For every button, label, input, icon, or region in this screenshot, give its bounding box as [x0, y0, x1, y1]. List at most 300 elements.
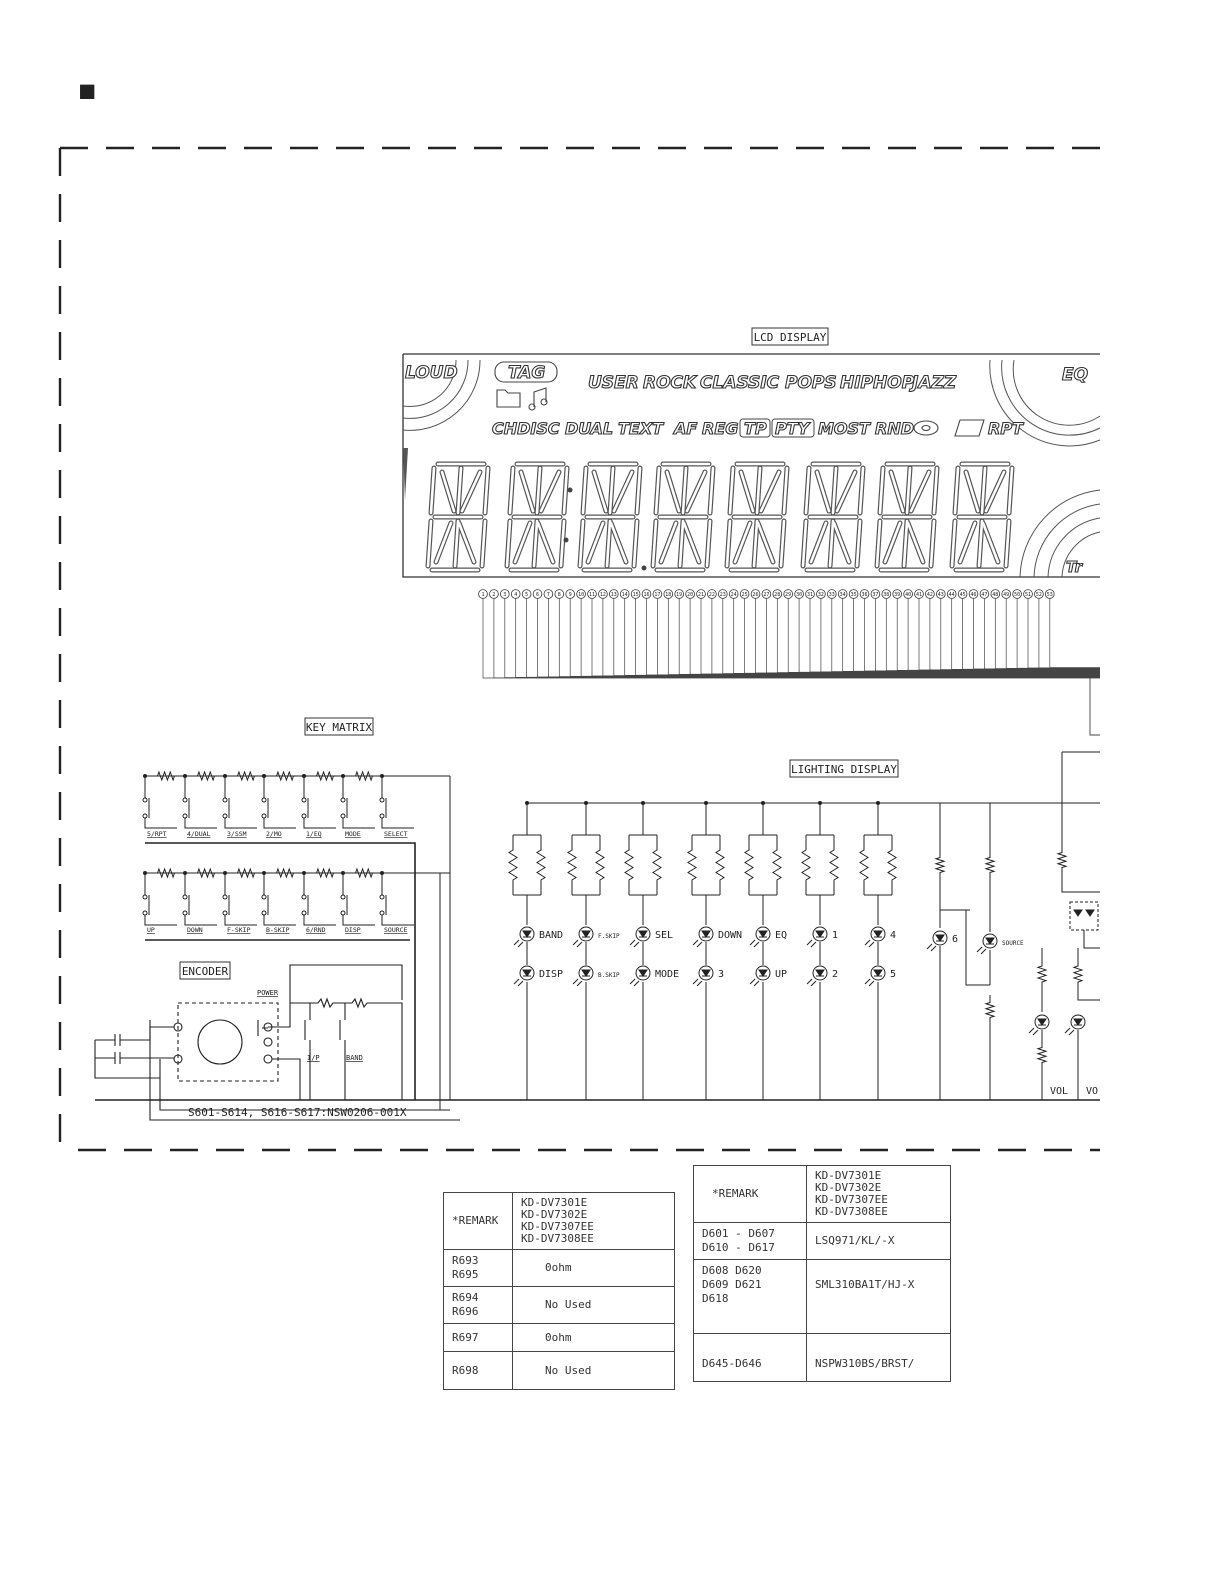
lcd-segment-inner [817, 472, 829, 511]
led-icon [807, 927, 827, 947]
lcd-pin-number: 4 [514, 592, 518, 598]
lcd-segment-inner [661, 523, 676, 562]
lcd-word-af: AF [674, 419, 698, 438]
lcd-pin-trace [1006, 598, 1100, 668]
led-label: UP [775, 969, 788, 980]
switch-terminal [183, 798, 187, 802]
lcd-segment-inner [761, 472, 779, 511]
lcd-pin-number: 51 [1024, 592, 1032, 598]
switch-contacts [382, 776, 414, 828]
switch-contacts [264, 776, 296, 828]
led-rays [927, 944, 936, 951]
lcd-pin-trace [875, 598, 1100, 671]
table1-parts [444, 1250, 513, 1287]
lcd-pin-number: 33 [828, 592, 835, 598]
key-switch [143, 776, 177, 828]
led-icon [977, 934, 997, 954]
lcd-pin-number: 25 [741, 592, 748, 598]
lcd-colon-dot [568, 488, 573, 493]
lcd-word-tr: Tr [1066, 558, 1082, 576]
key-label: 6/RND [306, 926, 326, 934]
lcd-word-classic: CLASSIC [700, 373, 780, 393]
led-rays [977, 947, 986, 954]
lcd-pin-trace [559, 598, 1100, 677]
lcd-word-text: TEXT [618, 419, 664, 438]
table2-header-left: *REMARK [694, 1166, 807, 1223]
lcd-pin-number: 41 [915, 592, 923, 598]
lcd-segment-inner [436, 523, 451, 562]
lcd-segment-inner [741, 472, 753, 511]
lcd-pin-trace [516, 598, 1100, 677]
lcd-word-jazz: JAZZ [912, 373, 957, 393]
resistor [830, 835, 838, 895]
led-symbol [1038, 1019, 1046, 1025]
lcd-pin-number: 34 [839, 592, 846, 598]
lcd-pin-trace [494, 598, 1100, 678]
table2-part: D609 D621 [702, 1278, 762, 1291]
led-icon [750, 927, 770, 947]
led-rays [750, 979, 759, 986]
led-icon [514, 966, 534, 986]
resistor [688, 835, 696, 895]
led-icon [927, 931, 947, 951]
switch-terminal [380, 814, 384, 818]
resistor [860, 835, 868, 895]
resistor [986, 995, 994, 1025]
table1-models [513, 1193, 675, 1250]
lcd-pin-trace [756, 598, 1101, 673]
encoder-band-label: BAND [346, 1054, 363, 1062]
table2-value: SML310BA1T/HJ-X [807, 1260, 951, 1334]
lcd-pin-number: 44 [948, 592, 955, 598]
resistor [568, 835, 576, 895]
led-wire [629, 803, 657, 835]
led-wire [749, 895, 777, 1100]
key-label: MODE [345, 830, 361, 838]
table2-part: D610 - D617 [702, 1241, 775, 1254]
resistor [308, 869, 342, 877]
lcd-pin-trace [505, 598, 1100, 678]
led-rays [807, 940, 816, 947]
key-label: UP [147, 926, 155, 934]
lighting-display [509, 752, 1100, 1100]
switch-terminal [143, 814, 147, 818]
led-symbol [986, 938, 994, 944]
lcd-word-eq: EQ [1062, 365, 1089, 385]
lcd-pin-trace [799, 598, 1100, 672]
switch-contacts [304, 776, 336, 828]
key-label: 1/EQ [306, 830, 322, 838]
table1-model: KD-DV7307EE [521, 1220, 594, 1233]
switch-contacts [225, 873, 257, 925]
switch-terminal [223, 911, 227, 915]
lcd-segment-inner [758, 523, 773, 562]
lcd-segment-inner [687, 472, 705, 511]
led-symbol [582, 970, 590, 976]
key-label: SELECT [384, 830, 408, 838]
lcd-pin-trace [941, 598, 1100, 670]
resistor [596, 835, 604, 895]
lcd-pin-number: 7 [546, 592, 550, 598]
encoder-power-label: POWER [257, 989, 279, 997]
lcd-segment-inner [811, 523, 826, 562]
lcd-segment-inner [834, 523, 849, 562]
led-wire [692, 895, 720, 1100]
switch-terminal [302, 895, 306, 899]
key-return [440, 776, 450, 1110]
switch-contacts [343, 776, 375, 828]
led-symbol [639, 931, 647, 937]
lcd-pin-trace [1017, 598, 1100, 668]
table1-part: R697 [452, 1330, 479, 1344]
lcd-colon-dot [564, 538, 569, 543]
led-rays [630, 940, 639, 947]
resistor [308, 772, 342, 780]
switch-terminal [341, 911, 345, 915]
lcd-pin-trace [581, 598, 1100, 676]
resistor [936, 850, 944, 880]
table2-parts [694, 1223, 807, 1260]
table2-part: D645-D646 [702, 1357, 762, 1370]
switch-terminal [223, 814, 227, 818]
table2-value: LSQ971/KL/-X [807, 1223, 951, 1260]
led-label: F.SKIP [598, 933, 620, 940]
led-icon [514, 927, 534, 947]
resistor [509, 835, 517, 895]
lcd-pin-trace [908, 598, 1100, 670]
led-wire [513, 803, 541, 835]
table2-part: D618 [702, 1292, 729, 1305]
lcd-digit [580, 464, 640, 570]
lcd-pin-number: 40 [905, 592, 912, 598]
resistor [802, 835, 810, 895]
lcd-word-tag: TAG [508, 363, 546, 383]
led-icon [573, 966, 593, 986]
table2-part: D601 - D607 [702, 1227, 775, 1240]
remark-table-resistors [443, 1192, 675, 1390]
encoder-ip-label: I/P [307, 1054, 320, 1062]
led-symbol [702, 970, 710, 976]
key-switch [143, 873, 177, 925]
remark-table-diodes [693, 1165, 951, 1382]
lcd-panel [403, 354, 1100, 735]
lcd-segment-inner [966, 472, 978, 511]
lcd-pin-number: 11 [588, 592, 596, 598]
led-rays [865, 940, 874, 947]
lcd-segment-inner [885, 523, 900, 562]
key-label: 3/SSM [227, 830, 247, 838]
led-rays [807, 979, 816, 986]
switch-terminal [183, 911, 187, 915]
led-icon [750, 966, 770, 986]
lcd-pin-number: 14 [621, 592, 628, 598]
led-wire [692, 803, 720, 835]
led-symbol [816, 931, 824, 937]
led-label: B.SKIP [598, 972, 620, 979]
lcd-segment-inner [611, 523, 626, 562]
led-icon [865, 966, 885, 986]
switch-contacts [145, 776, 177, 828]
lcd-word-rock: ROCK [643, 373, 697, 393]
switch-contacts [185, 776, 217, 828]
resistor [268, 869, 302, 877]
table2-value: NSPW310BS/BRST/ [807, 1334, 951, 1382]
lcd-pin-number: 24 [730, 592, 737, 598]
switch-terminal [262, 798, 266, 802]
switch-terminal [262, 814, 266, 818]
switch-terminal [341, 798, 345, 802]
lcd-pin-trace [1050, 598, 1100, 668]
switch-terminal [143, 798, 147, 802]
led-icon [630, 966, 650, 986]
lcd-pin-trace [668, 598, 1100, 675]
led-symbol [1074, 1019, 1082, 1025]
resistor [189, 869, 223, 877]
resistor [653, 835, 661, 895]
table1-parts [444, 1324, 513, 1352]
lcd-pin-number: 1 [481, 592, 485, 598]
lcd-pin-trace [603, 598, 1100, 676]
switch-terminal [223, 798, 227, 802]
resistor [149, 869, 183, 877]
lcd-word-chdisc: CHDISC [492, 419, 560, 438]
resistor [1038, 1040, 1046, 1070]
lcd-pin-trace [963, 598, 1100, 669]
switch-contacts [185, 873, 217, 925]
table1-value: No Used [513, 1287, 675, 1324]
lcd-pin-trace [919, 598, 1100, 670]
lcd-pin-number: 39 [894, 592, 901, 598]
lcd-segment-inner [521, 472, 533, 511]
lcd-segment-inner [515, 523, 530, 562]
table2-models [807, 1166, 951, 1223]
lcd-pin-number: 18 [665, 592, 672, 598]
led-rays [865, 979, 874, 986]
lcd-pin-number: 22 [708, 592, 715, 598]
table1-value: 0ohm [513, 1250, 675, 1287]
lcd-segment-inner [459, 523, 474, 562]
led-rays [573, 979, 582, 986]
lighting-title: LIGHTING DISPLAY [791, 763, 897, 776]
table2-model: KD-DV7301E [815, 1169, 882, 1182]
led-label: BAND [539, 930, 564, 941]
lcd-pin-number: 49 [1003, 592, 1010, 598]
lcd-pin-trace [745, 598, 1100, 673]
lcd-pin-number: 47 [981, 592, 988, 598]
led-label: 4 [890, 930, 897, 941]
led-symbol [759, 931, 767, 937]
led-rays [514, 940, 523, 947]
lcd-pin-number: 10 [578, 592, 585, 598]
switch-terminal [302, 911, 306, 915]
lcd-pin-number: 37 [872, 592, 879, 598]
lcd-word-most: MOST [818, 419, 870, 438]
lcd-pin-trace [788, 598, 1100, 672]
key-label: SOURCE [384, 926, 408, 934]
lcd-pin-number: 31 [806, 592, 814, 598]
folder-icon [497, 390, 520, 407]
led-label: 6 [952, 934, 959, 945]
led-symbol [936, 935, 944, 941]
lcd-pin-number: 8 [557, 592, 561, 598]
lcd-word-pty: PTY [775, 419, 810, 438]
lcd-pin-number: 32 [817, 592, 824, 598]
lcd-pin-trace [483, 598, 1100, 678]
lcd-pin-trace [538, 598, 1101, 677]
led-symbol [1074, 910, 1094, 916]
key-label: F-SKIP [227, 926, 251, 934]
led-wire [864, 895, 892, 1100]
lcd-pin-number: 48 [992, 592, 999, 598]
led-label: 5 [890, 969, 897, 980]
lcd-segment-inner [588, 523, 603, 562]
lcd-left-bar [403, 448, 408, 500]
lcd-segment-inner [908, 523, 923, 562]
lcd-pin-trace [952, 598, 1100, 669]
led-wire [572, 895, 600, 1100]
lcd-segment-inner [911, 472, 929, 511]
table2-part: D608 D620 [702, 1264, 762, 1277]
resistor [229, 869, 263, 877]
switch-contacts [264, 873, 296, 925]
switch-terminal [302, 814, 306, 818]
lcd-pin-number: 23 [719, 592, 726, 598]
resistor [773, 835, 781, 895]
led-symbol [582, 931, 590, 937]
lcd-pin-trace [865, 598, 1101, 671]
lcd-segment-inner [684, 523, 699, 562]
key-switch [380, 873, 414, 925]
lcd-pin-trace [701, 598, 1100, 674]
led-label: 1 [832, 930, 839, 941]
lcd-segment-inner [462, 472, 480, 511]
switch-contacts [304, 873, 336, 925]
lcd-pin-number: 45 [959, 592, 966, 598]
led-icon [865, 927, 885, 947]
led-label: SOURCE [1002, 940, 1024, 947]
table2-model: KD-DV7308EE [815, 1205, 888, 1218]
lcd-digit-group [403, 448, 1012, 571]
led-icon [573, 927, 593, 947]
led-symbol [639, 970, 647, 976]
led-rays [514, 979, 523, 986]
resistor [986, 850, 994, 880]
dual-led-package [1070, 902, 1098, 930]
table1-parts [444, 1352, 513, 1390]
lcd-pin-trace [690, 598, 1100, 674]
table1-part: R695 [452, 1268, 479, 1281]
lcd-pin-trace [614, 598, 1100, 676]
lcd-pin-trace [527, 598, 1100, 677]
led-icon [1029, 1015, 1049, 1035]
lcd-pin-number: 42 [926, 592, 933, 598]
switch-terminal [380, 911, 384, 915]
led-icon [1065, 1015, 1085, 1035]
lcd-pin-trace [625, 598, 1100, 675]
lcd-segment-inner [541, 472, 559, 511]
lcd-pin-number: 19 [676, 592, 683, 598]
led-label: SEL [655, 930, 674, 941]
lcd-pin-number: 46 [970, 592, 977, 598]
lcd-word-rpt: RPT [988, 419, 1023, 438]
lcd-segment-inner [735, 523, 750, 562]
table2-model: KD-DV7307EE [815, 1193, 888, 1206]
table1-part: R693 [452, 1254, 479, 1267]
lcd-pin-number: 20 [687, 592, 694, 598]
lcd-segment-inner [891, 472, 903, 511]
lcd-pin-number: 9 [568, 592, 572, 598]
lcd-pin-number: 3 [503, 592, 507, 598]
table1-part: R698 [452, 1363, 479, 1377]
table2-parts [694, 1260, 807, 1334]
lcd-pin-number: 38 [883, 592, 890, 598]
lcd-digit [803, 464, 863, 570]
switch-terminal [341, 895, 345, 899]
resistor [347, 772, 381, 780]
vol-label: VO [1086, 1086, 1099, 1097]
table2-model: KD-DV7302E [815, 1181, 882, 1194]
folder-icon-2 [955, 420, 984, 436]
resistor [347, 869, 381, 877]
switch-terminal [143, 911, 147, 915]
table1-model: KD-DV7301E [521, 1196, 588, 1209]
switch-terminal [262, 911, 266, 915]
lcd-word-loud: LOUD [405, 363, 458, 383]
lcd-segment-inner [983, 523, 998, 562]
led-label: MODE [655, 969, 680, 980]
lcd-pin-number: 50 [1014, 592, 1021, 598]
lcd-pin-trace [930, 598, 1100, 670]
switch-terminal [143, 895, 147, 899]
lcd-pin-number: 36 [861, 592, 868, 598]
resistor [625, 835, 633, 895]
lcd-pin-trace [777, 598, 1100, 673]
key-label: B-SKIP [266, 926, 290, 934]
key-label: 5/RPT [147, 830, 167, 838]
switch-terminal [380, 798, 384, 802]
lcd-digit [428, 464, 488, 570]
lcd-pin-number: 12 [599, 592, 606, 598]
lcd-pin-trace [843, 598, 1100, 671]
resistor [1058, 845, 1066, 875]
led-wire [1062, 752, 1100, 892]
lcd-segment-inner [614, 472, 632, 511]
lcd-segment-inner [986, 472, 1004, 511]
dashed-border [60, 148, 1100, 1150]
lcd-pin-trace [647, 598, 1101, 675]
table1-model: KD-DV7302E [521, 1208, 588, 1221]
lcd-pin-trace [897, 598, 1100, 670]
lcd-pin-trace [734, 598, 1100, 673]
lcd-pin-trace [657, 598, 1100, 675]
lcd-word-tp: TP [744, 419, 767, 438]
led-wire [629, 895, 657, 1100]
resistor [229, 772, 263, 780]
led-symbol [874, 931, 882, 937]
lcd-pin-trace [984, 598, 1100, 669]
led-icon [807, 966, 827, 986]
lcd-pin-number: 17 [654, 592, 661, 598]
table1-header-left: *REMARK [444, 1193, 513, 1250]
resistor [268, 772, 302, 780]
key-switch [341, 776, 375, 828]
led-rays [1029, 1028, 1038, 1035]
lcd-digit [727, 464, 787, 570]
resistor [189, 772, 223, 780]
lcd-word-rnd: RND [875, 419, 914, 438]
lcd-pin-number: 15 [632, 592, 639, 598]
switch-terminal [183, 895, 187, 899]
